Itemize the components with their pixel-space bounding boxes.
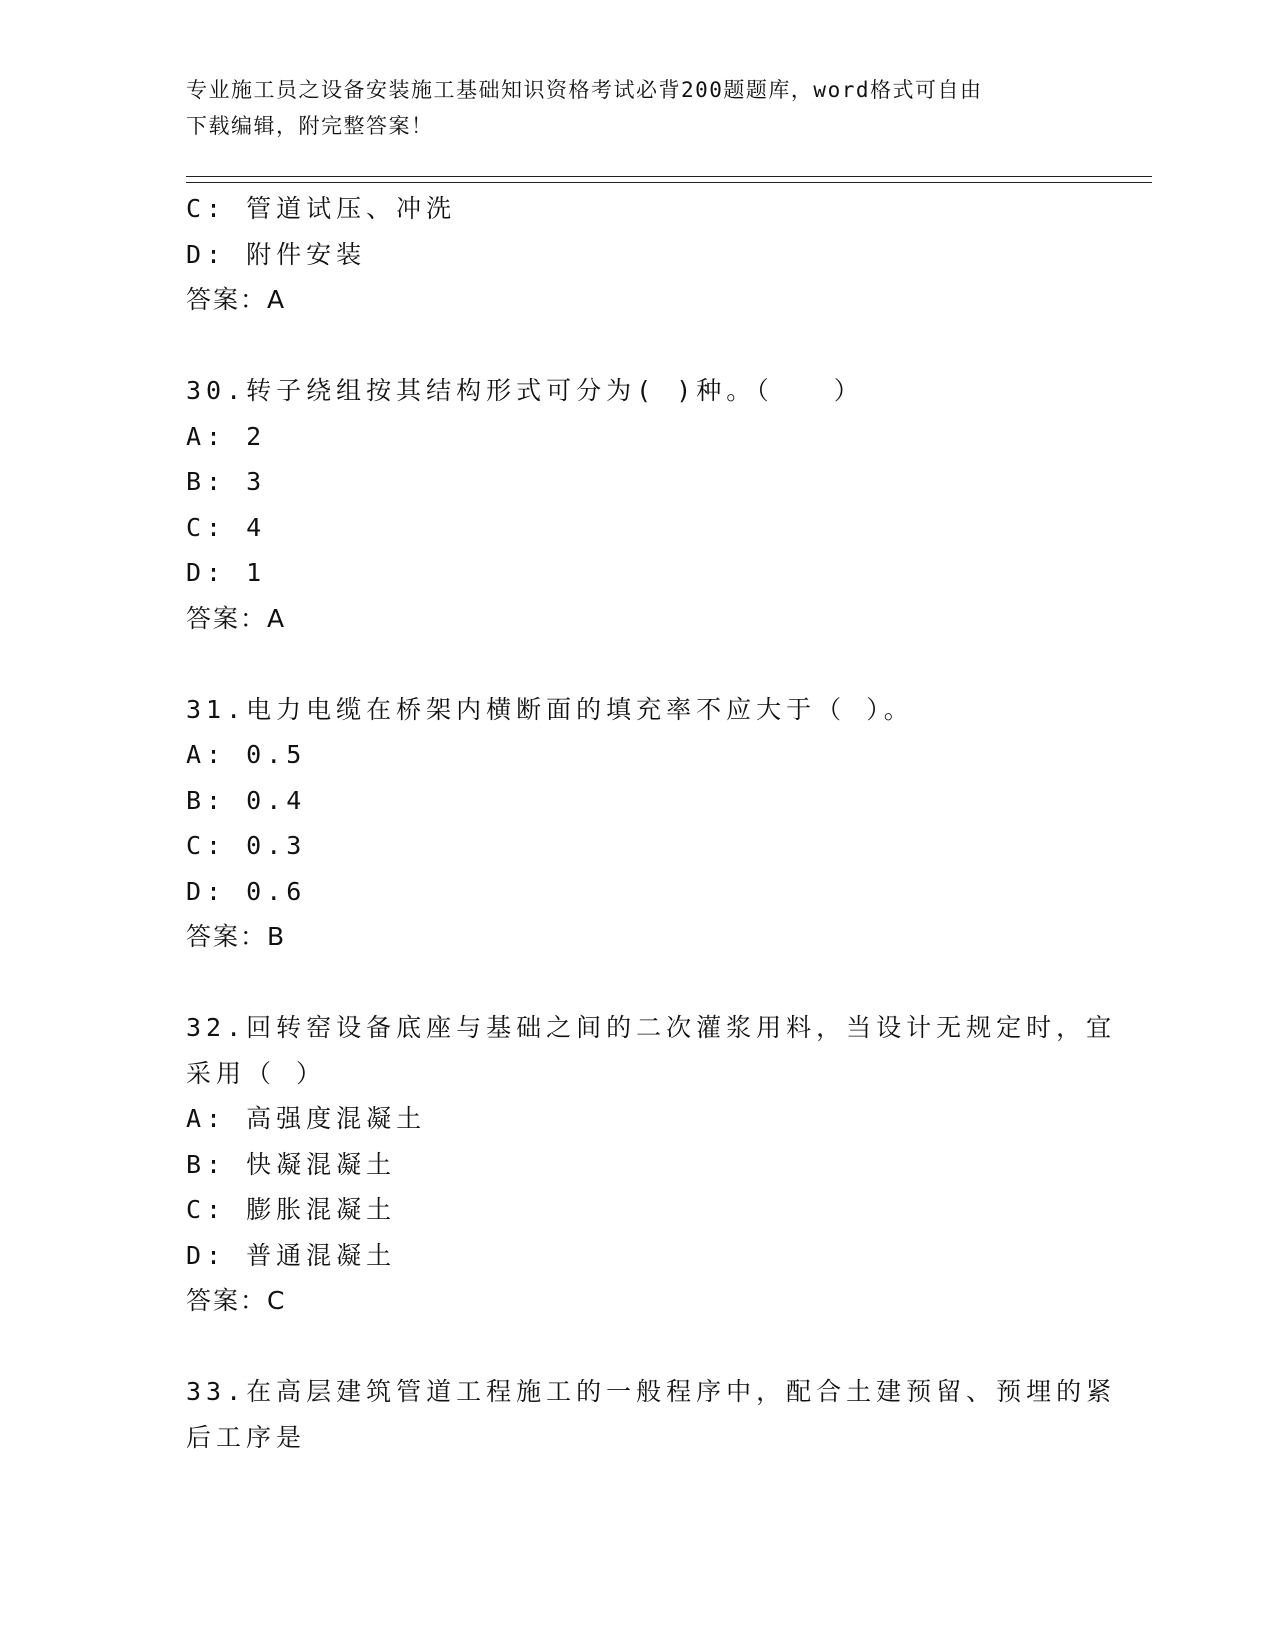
q31-question: 31.电力电缆在桥架内横断面的填充率不应大于（ ）。 (186, 694, 914, 724)
q31-option-c: C: 0.3 (186, 831, 307, 860)
q32-option-a: A: 高强度混凝土 (186, 1104, 427, 1133)
spacer (186, 641, 1086, 687)
document-header (186, 72, 1066, 144)
header-line-2: 下载编辑，附完整答案！ (186, 114, 434, 138)
q30-question: 30.转子绕组按其结构形式可分为( )种。（ ） (186, 376, 864, 405)
q33-question-line-1: 33.在高层建筑管道工程施工的一般程序中，配合土建预留、预埋的紧 (186, 1377, 1117, 1406)
q30-option-c: C: 4 (186, 512, 267, 542)
q31-option-b: B: 0.4 (186, 785, 307, 815)
header-rule-bottom (186, 182, 1152, 183)
q32-answer: 答案：C (186, 1286, 287, 1315)
q30-option-d: D: 1 (186, 558, 267, 587)
q32-option-d: D: 普通混凝土 (186, 1240, 397, 1270)
q31-option-d: D: 0.6 (186, 876, 307, 906)
q32-question-line-1: 32.回转窑设备底座与基础之间的二次灌浆用料，当设计无规定时，宜 (186, 1013, 1117, 1042)
question-list (186, 186, 1117, 1460)
q32-question-line-2: 采用（ ） (186, 1058, 327, 1088)
prev-answer: 答案：A (186, 285, 287, 314)
q30-option-b: B: 3 (186, 467, 267, 496)
q32-option-b: B: 快凝混凝土 (186, 1149, 397, 1179)
prev-option-c: C: 管道试压、冲洗 (186, 194, 457, 223)
q33-question-line-2: 后工序是 (186, 1422, 307, 1452)
q30-option-a: A: 2 (186, 421, 267, 451)
header-line-1: 专业施工员之设备安装施工基础知识资格考试必背200题题库，word格式可自由 (186, 78, 983, 102)
header-rule-top (186, 176, 1152, 177)
q31-option-a: A: 0.5 (186, 740, 307, 769)
spacer (186, 1324, 1086, 1370)
q30-answer: 答案：A (186, 603, 287, 633)
spacer (186, 323, 1086, 369)
q32-option-c: C: 膨胀混凝土 (186, 1195, 397, 1224)
spacer (186, 960, 1086, 1006)
q31-answer: 答案：B (186, 922, 287, 951)
prev-option-d: D: 附件安装 (186, 239, 367, 269)
